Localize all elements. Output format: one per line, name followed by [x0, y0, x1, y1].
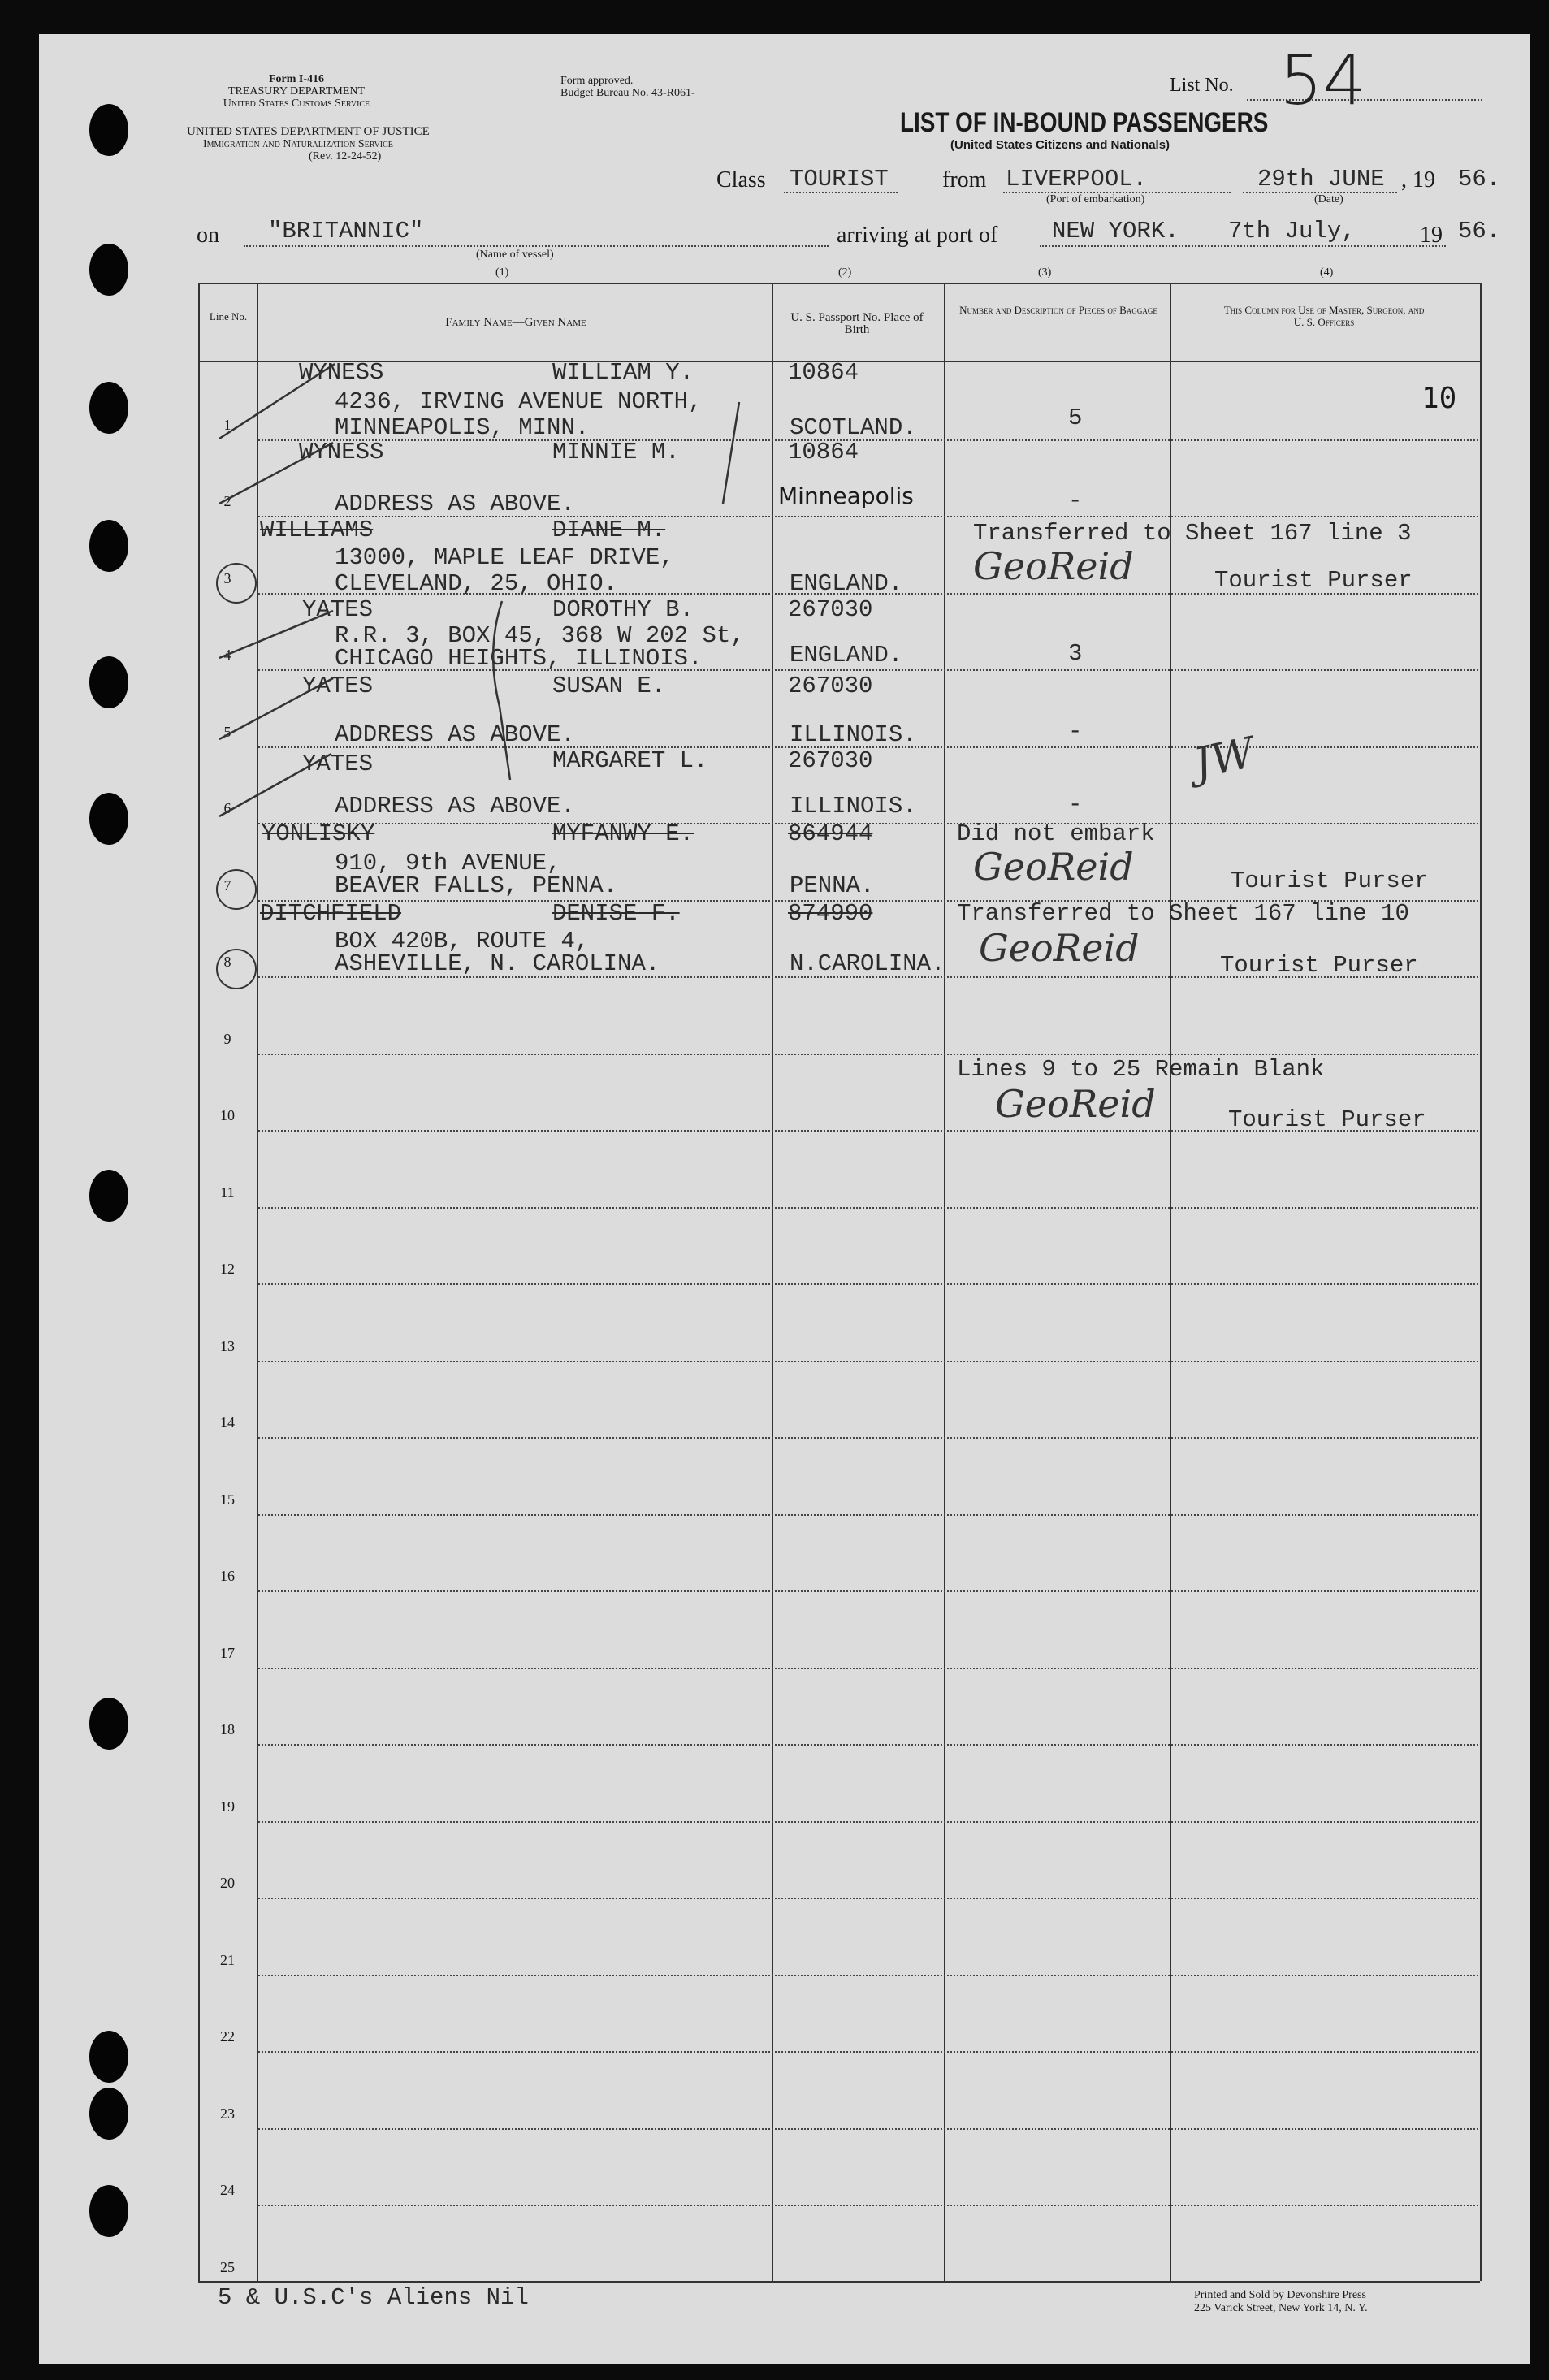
col-num-1: (1) — [495, 266, 509, 279]
treasury-label: TREASURY DEPARTMENT — [227, 85, 366, 97]
col-line-officers — [1170, 283, 1171, 2281]
manifest-sheet — [39, 34, 1530, 2364]
purser-signature: GeoReid — [973, 845, 1134, 889]
baggage-count: - — [1068, 718, 1083, 745]
address-line: BEAVER FALLS, PENNA. — [335, 872, 618, 899]
address-line: R.R. 3, BOX 45, 368 W 202 St, — [335, 622, 745, 649]
row-rule — [258, 1361, 1478, 1362]
line-number: 21 — [220, 1951, 235, 1968]
line-circle — [216, 563, 257, 604]
budget-label: Budget Bureau No. 43-R061- — [560, 87, 695, 99]
col-num-3: (3) — [1038, 266, 1052, 279]
row-rule — [258, 1898, 1478, 1899]
row-rule — [258, 1514, 1478, 1516]
on-label: on — [197, 223, 219, 248]
line-number: 5 — [223, 723, 231, 740]
passport-no: 10864 — [788, 359, 859, 386]
line-number: 18 — [220, 1721, 235, 1737]
row-rule — [258, 1744, 1478, 1746]
footer-summary: 5 & U.S.C's Aliens Nil — [218, 2284, 529, 2311]
line-number: 24 — [220, 2182, 235, 2198]
binder-hole — [89, 2088, 128, 2140]
line-number: 13 — [220, 1337, 235, 1354]
binder-hole — [89, 2031, 128, 2083]
address-line: ADDRESS AS ABOVE. — [335, 793, 575, 820]
family-name: WILLIAMS — [260, 517, 374, 543]
col-head-passport: U. S. Passport No. Place of Birth — [790, 311, 924, 336]
address-line: 4236, IRVING AVENUE NORTH, — [335, 388, 703, 415]
family-name: WYNESS — [299, 359, 384, 386]
port-caption: (Port of embarkation) — [1046, 193, 1145, 206]
binder-hole — [89, 244, 128, 296]
address-line: ASHEVILLE, N. CAROLINA. — [335, 950, 660, 977]
col-line-passport — [772, 283, 773, 2281]
line-number: 7 — [223, 876, 231, 894]
table-left — [198, 283, 200, 2281]
row-rule — [258, 1207, 1478, 1209]
address-line: CHICAGO HEIGHTS, ILLINOIS. — [335, 645, 703, 672]
row-rule — [258, 1054, 1478, 1055]
row-rule — [258, 2051, 1478, 2053]
line-number: 12 — [220, 1261, 235, 1277]
officer-note: Transferred to Sheet 167 line 10 — [957, 900, 1409, 927]
binder-hole — [89, 520, 128, 572]
line-number: 20 — [220, 1875, 235, 1891]
binder-hole — [89, 104, 128, 156]
address-line: MINNEAPOLIS, MINN. — [335, 414, 590, 441]
class-value: TOURIST — [790, 166, 889, 193]
arrival-port-value: NEW YORK. — [1052, 218, 1179, 244]
blank-lines-note: Lines 9 to 25 Remain Blank — [957, 1056, 1325, 1083]
family-name: WYNESS — [299, 439, 384, 465]
birthplace: ENGLAND. — [790, 642, 903, 669]
purser-title: Tourist Purser — [1214, 567, 1413, 594]
list-no-value: 54 — [1279, 41, 1366, 120]
binder-hole — [89, 382, 128, 434]
date-value: 29th JUNE — [1257, 166, 1385, 193]
line-circle — [216, 869, 257, 910]
vessel-rule — [244, 245, 829, 247]
binder-hole — [89, 1698, 128, 1750]
purser-title: Tourist Purser — [1231, 868, 1429, 894]
line-number: 8 — [223, 954, 231, 970]
family-name: YONLISKY — [262, 820, 375, 847]
arrival-rule — [1040, 245, 1446, 247]
col-head-baggage: Number and Description of Pieces of Baggage — [959, 304, 1157, 316]
arrival-date-value: 7th July, — [1228, 218, 1356, 244]
year-value: 56. — [1458, 166, 1501, 193]
officer-initials: JW — [1189, 728, 1259, 790]
family-name: YATES — [302, 596, 374, 623]
col-head-officers: This Column for Use of Master, Surgeon, and U. S. Officers — [1223, 304, 1425, 328]
family-name: YATES — [302, 751, 374, 777]
justice-label: UNITED STATES DEPARTMENT OF JUSTICE — [187, 125, 430, 138]
printer-line-1: Printed and Sold by Devonshire Press — [1194, 2289, 1366, 2301]
passport-no: 874990 — [788, 900, 873, 927]
family-name: DITCHFIELD — [260, 900, 402, 927]
col-head-name: Family Name—Given Name — [445, 316, 586, 329]
row-rule — [258, 1668, 1478, 1669]
col-line-name — [257, 283, 258, 2281]
binder-hole — [89, 2185, 128, 2237]
passport-no: 267030 — [788, 747, 873, 774]
given-name: DIANE M. — [552, 517, 666, 543]
address-line: BOX 420B, ROUTE 4, — [335, 928, 590, 954]
address-line: 910, 9th AVENUE, — [335, 850, 561, 876]
col-line-baggage — [944, 283, 945, 2281]
line-number: 17 — [220, 1644, 235, 1661]
purser-title: Tourist Purser — [1220, 952, 1418, 979]
row-rule — [258, 1437, 1478, 1439]
purser-signature: GeoReid — [979, 926, 1140, 970]
binder-hole — [89, 656, 128, 708]
line-circle — [216, 949, 257, 989]
table-right — [1480, 283, 1482, 2281]
line-number: 3 — [223, 569, 231, 586]
table-top — [198, 283, 1480, 284]
purser-signature: GeoReid — [973, 544, 1134, 588]
class-rule — [784, 192, 898, 193]
passport-no: 10864 — [788, 439, 859, 465]
col-num-2: (2) — [838, 266, 852, 279]
form-header-left — [187, 73, 406, 110]
birthplace: N.CAROLINA. — [790, 950, 945, 977]
passport-no: 267030 — [788, 673, 873, 699]
row-rule — [258, 1590, 1478, 1592]
given-name: DOROTHY B. — [552, 596, 694, 623]
list-no-label: List No. — [1170, 75, 1234, 96]
rev-label: (Rev. 12-24-52) — [309, 150, 382, 162]
customs-label: United States Customs Service — [223, 97, 370, 110]
line-number: 16 — [220, 1568, 235, 1584]
form-number: Form I-416 — [268, 73, 325, 85]
line-number: 23 — [220, 2105, 235, 2122]
line-number: 10 — [220, 1107, 235, 1123]
birthplace: SCOTLAND. — [790, 414, 917, 441]
date-caption: (Date) — [1314, 193, 1343, 206]
officer-note: Transferred to Sheet 167 line 3 — [973, 520, 1412, 547]
line-number: 25 — [220, 2258, 235, 2275]
baggage-count: - — [1068, 791, 1083, 818]
purser-signature: GeoReid — [995, 1082, 1156, 1126]
arriving-label: arriving at port of — [837, 223, 998, 248]
officer-note: Did not embark — [957, 820, 1155, 847]
form-subtitle: (United States Citizens and Nationals) — [950, 138, 1170, 152]
address-line: ADDRESS AS ABOVE. — [335, 721, 575, 748]
binder-hole — [89, 1170, 128, 1222]
row-rule — [258, 1975, 1478, 1976]
printer-line-2: 225 Varick Street, New York 14, N. Y. — [1194, 2302, 1368, 2314]
given-name: MYFANWY E. — [552, 820, 694, 847]
line-number: 15 — [220, 1491, 235, 1508]
baggage-count: - — [1068, 487, 1083, 514]
birthplace: ILLINOIS. — [790, 721, 917, 748]
form-header-justice — [187, 126, 544, 162]
approved-label: Form approved. — [560, 75, 634, 87]
binder-hole — [89, 793, 128, 845]
vessel-caption: (Name of vessel) — [476, 249, 554, 261]
line-number: 11 — [220, 1184, 235, 1201]
form-title: LIST OF IN-BOUND PASSENGERS — [900, 107, 1269, 138]
form-approval — [560, 75, 695, 99]
birthplace: PENNA. — [790, 872, 875, 899]
address-line: 13000, MAPLE LEAF DRIVE, — [335, 544, 674, 571]
given-name: SUSAN E. — [552, 673, 666, 699]
baggage-count: 5 — [1068, 405, 1083, 431]
line-number: 9 — [223, 1030, 231, 1047]
line-number: 19 — [220, 1798, 235, 1815]
row-rule — [258, 2205, 1478, 2206]
line-number: 2 — [223, 493, 231, 509]
address-line: ADDRESS AS ABOVE. — [335, 491, 575, 517]
passport-no: 864944 — [788, 820, 873, 847]
arrival-year-value: 56. — [1458, 218, 1501, 244]
row-rule — [258, 1821, 1478, 1823]
arrival-year-label: 19 — [1420, 223, 1443, 248]
line-number: 6 — [223, 800, 231, 816]
birthplace: ENGLAND. — [790, 570, 903, 597]
line-number: 4 — [223, 647, 231, 663]
col-head-line: Line No. — [209, 310, 248, 322]
row-rule — [258, 2128, 1478, 2130]
family-name: YATES — [302, 673, 374, 699]
ins-label: Immigration and Naturalization Service — [203, 138, 393, 150]
baggage-count: 3 — [1068, 640, 1083, 667]
class-label: Class — [716, 167, 766, 193]
purser-title: Tourist Purser — [1228, 1106, 1426, 1133]
line-number: 1 — [223, 416, 231, 433]
birthplace: Minneapolis — [778, 482, 914, 509]
given-name: WILLIAM Y. — [552, 359, 694, 386]
line-number: 22 — [220, 2028, 235, 2045]
given-name: DENISE F. — [552, 900, 680, 927]
row-rule — [258, 1283, 1478, 1285]
given-name: MARGARET L. — [552, 747, 708, 774]
address-line: CLEVELAND, 25, OHIO. — [335, 570, 618, 597]
officer-mark: 10 — [1421, 382, 1457, 415]
year-label: , 19 — [1401, 167, 1435, 193]
from-label: from — [942, 167, 987, 193]
col-num-4: (4) — [1320, 266, 1334, 279]
table-bottom — [198, 2281, 1480, 2283]
passport-no: 267030 — [788, 596, 873, 623]
vessel-value: "BRITANNIC" — [268, 218, 424, 244]
port-value: LIVERPOOL. — [1006, 166, 1148, 193]
birthplace: ILLINOIS. — [790, 793, 917, 820]
line-number: 14 — [220, 1414, 235, 1430]
given-name: MINNIE M. — [552, 439, 680, 465]
